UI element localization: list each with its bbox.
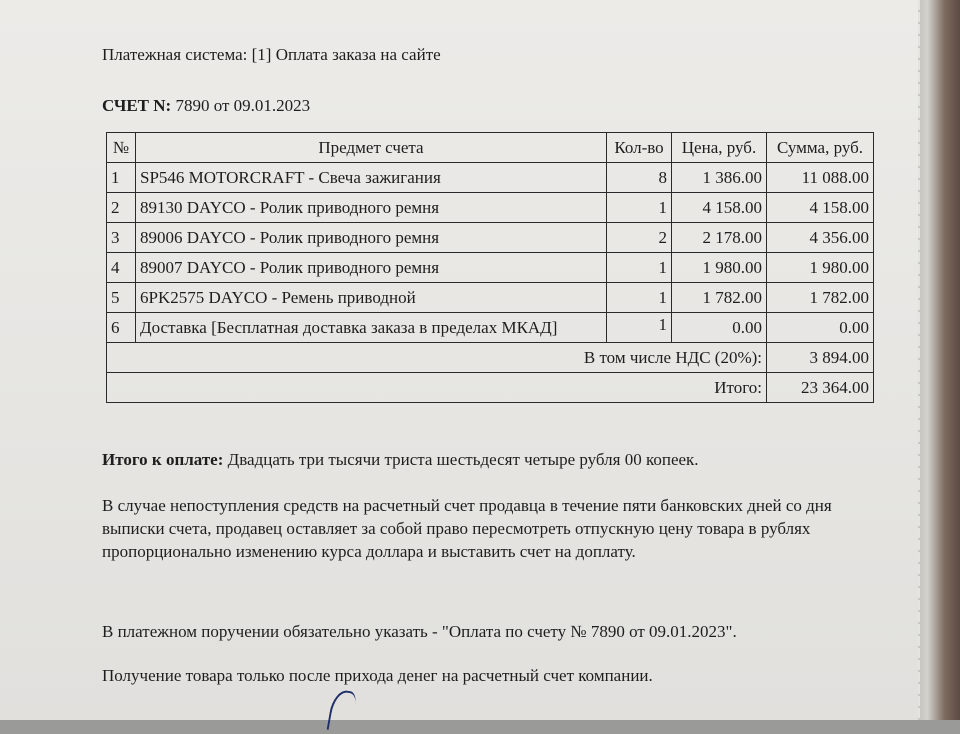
row-subject: 89006 DAYCO - Ролик приводного ремня — [136, 223, 607, 253]
table-row — [107, 253, 874, 283]
row-no: 4 — [107, 253, 136, 283]
table-row — [107, 163, 874, 193]
table-row — [107, 193, 874, 223]
total-to-pay-text: Двадцать три тысячи триста шестьдесят четыре рубля 00 копеек. — [227, 450, 699, 469]
row-subject: 6PK2575 DAYCO - Ремень приводной — [136, 283, 607, 313]
total-to-pay-line — [102, 450, 699, 470]
row-sum: 4 158.00 — [767, 193, 874, 223]
row-qty: 2 — [607, 223, 672, 253]
notice-paragraph: В случае непоступления средств на расчетный счет продавца в течение пяти банковских дней со дня выписки счета, продавец оставляет за собой право пересмотреть отпускную цену товара в рублях пропорционально изменению курса доллара и выставить счет на доплату. — [102, 496, 832, 561]
row-subject: 89007 DAYCO - Ролик приводного ремня — [136, 253, 607, 283]
row-price: 1 386.00 — [672, 163, 767, 193]
header-price: Цена, руб. — [672, 133, 767, 163]
row-qty: 1 — [607, 313, 672, 343]
row-price: 1 782.00 — [672, 283, 767, 313]
header-subject: Предмет счета — [136, 133, 607, 163]
row-subject: SP546 MOTORCRAFT - Свеча зажигания — [136, 163, 607, 193]
row-price: 1 980.00 — [672, 253, 767, 283]
total-label: Итого: — [107, 373, 767, 403]
payment-system-line: Платежная система: [1] Оплата заказа на сайте — [102, 45, 441, 64]
invoice-heading — [102, 96, 310, 116]
row-no: 6 — [107, 313, 136, 343]
row-no: 2 — [107, 193, 136, 223]
row-price: 0.00 — [672, 313, 767, 343]
vat-row — [107, 343, 874, 373]
table-row — [107, 223, 874, 253]
table-header-row — [107, 133, 874, 163]
delivery-note: Получение товара только после прихода денег на расчетный счет компании. — [102, 666, 653, 685]
header-qty: Кол-во — [607, 133, 672, 163]
row-sum: 1 980.00 — [767, 253, 874, 283]
vat-label: В том числе НДС (20%): — [107, 343, 767, 373]
row-subject: Доставка [Бесплатная доставка заказа в пределах МКАД] — [136, 313, 607, 343]
pen-mark — [327, 688, 358, 734]
row-sum: 11 088.00 — [767, 163, 874, 193]
row-qty: 8 — [607, 163, 672, 193]
row-no: 5 — [107, 283, 136, 313]
row-qty: 1 — [607, 193, 672, 223]
total-to-pay-label: Итого к оплате: — [102, 450, 224, 469]
total-row — [107, 373, 874, 403]
header-sum: Сумма, руб. — [767, 133, 874, 163]
total-value: 23 364.00 — [767, 373, 874, 403]
invoice-table — [106, 132, 874, 403]
invoice-number-date: 7890 от 09.01.2023 — [175, 96, 311, 115]
row-qty: 1 — [607, 253, 672, 283]
row-price: 4 158.00 — [672, 193, 767, 223]
payment-order-note: В платежном поручении обязательно указать - "Оплата по счету № 7890 от 09.01.2023". — [102, 622, 737, 641]
row-no: 1 — [107, 163, 136, 193]
row-sum: 4 356.00 — [767, 223, 874, 253]
row-subject: 89130 DAYCO - Ролик приводного ремня — [136, 193, 607, 223]
row-no: 3 — [107, 223, 136, 253]
table-row — [107, 283, 874, 313]
row-qty: 1 — [607, 283, 672, 313]
invoice-label: СЧЕТ N: — [102, 96, 172, 115]
table-row — [107, 313, 874, 343]
row-sum: 1 782.00 — [767, 283, 874, 313]
row-sum: 0.00 — [767, 313, 874, 343]
row-price: 2 178.00 — [672, 223, 767, 253]
header-no: № — [107, 133, 136, 163]
vat-value: 3 894.00 — [767, 343, 874, 373]
